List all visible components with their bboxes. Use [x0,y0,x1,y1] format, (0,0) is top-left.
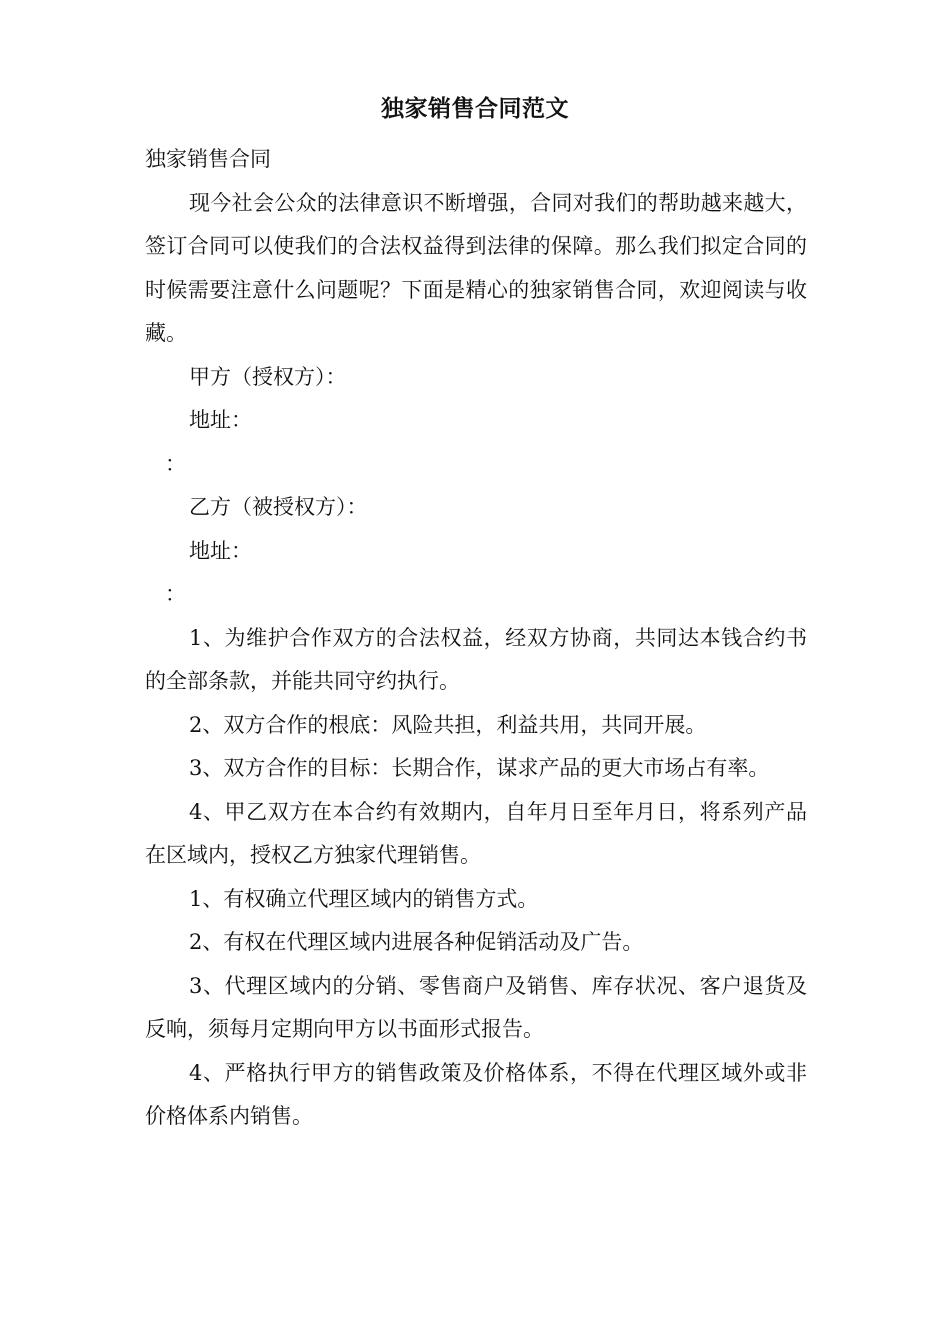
document-title: 独家销售合同范文 [381,95,569,122]
party-b-address: 地址： [189,538,252,563]
party-a-address: 地址： [189,408,252,432]
party-b-label: 乙方（被授权方）： [189,495,368,519]
document-heading: 独家销售合同 [145,147,271,171]
right-2: 2、有权在代理区域内进展各种促销活动及广告。 [189,930,644,954]
obligation-4: 4、严格执行甲方的销售政策及价格体系，不得在代理区域外或非价格体系内销售。 [145,1060,807,1128]
clause-2: 2、双方合作的根底：风险共担，利益共用，共同开展。 [189,712,707,737]
obligation-3: 3、代理区域内的分销、零售商户及销售、库存状况、客户退货及反响，须每月定期向甲方以书面形式报告。 [145,973,807,1041]
party-a-extra-field: ： [165,451,186,476]
clause-1: 1、为维护合作双方的合法权益，经双方协商，共同达本钱合约书的全部条款，并能共同守约执行。 [145,625,807,693]
paragraph-intro: 现今社会公众的法律意识不断增强，合同对我们的帮助越来越大，签订合同可以使我们的合法权益得到法律的保障。那么我们拟定合同的时候需要注意什么问题呢？下面是精心的独家销售合同，欢迎阅读与收藏。 [145,190,807,345]
clause-4: 4、甲乙双方在本合约有效期内，自年月日至年月日，将系列产品在区域内，授权乙方独家代理销售。 [145,799,807,867]
party-a-label: 甲方（授权方）： [189,364,347,389]
document-body [145,138,807,1139]
party-b-extra-field: ： [165,582,186,606]
clause-3: 3、双方合作的目标：长期合作，谋求产品的更大市场占有率。 [189,756,770,780]
right-1: 1、有权确立代理区域内的销售方式。 [189,886,539,911]
